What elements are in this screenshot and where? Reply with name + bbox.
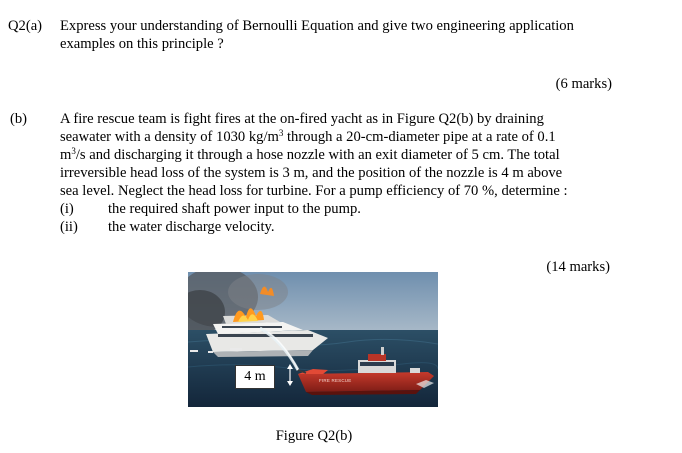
question-2a-label: Q2(a) bbox=[8, 18, 43, 34]
question-2b-item-ii: (ii) the water discharge velocity. bbox=[60, 219, 275, 235]
question-2a-marks: (6 marks) bbox=[555, 76, 612, 92]
question-2b-item-i: (i) the required shaft power input to the pump. bbox=[60, 201, 361, 217]
figure-caption: Figure Q2(b) bbox=[275, 428, 353, 444]
question-2a-text-line-2: examples on this principle ? bbox=[60, 36, 224, 52]
question-2b-text-line-4: irreversible head loss of the system is 3 m, and the position of the nozzle is 4 m above bbox=[60, 165, 563, 181]
question-2b-text-line-1: A fire rescue team is fight fires at the on-fired yacht as in Figure Q2(b) by draining bbox=[60, 111, 544, 127]
figure-q2b-image bbox=[188, 272, 438, 407]
height-label-4m: 4 m bbox=[235, 365, 275, 389]
question-2b-label: (b) bbox=[10, 111, 28, 127]
question-2b-text-line-5: sea level. Neglect the head loss for turbine. For a pump efficiency of 70 %, determine : bbox=[60, 183, 568, 199]
question-2a-text-line-1: Express your understanding of Bernoulli Equation and give two engineering application bbox=[60, 18, 574, 34]
boat-hull-text: FIRE RESCUE bbox=[319, 378, 352, 383]
question-2b-text-line-3: $m^3/s$ and discharging it through a hose nozzle with an exit diameter of 5 cm. The total bbox=[60, 146, 560, 163]
question-2b-text-line-2: seawater with a density of 1030 $kg/m^3$ through a 20-cm-diameter pipe at a rate of 0.1 bbox=[60, 128, 556, 145]
fire-rescue-illustration bbox=[188, 272, 438, 407]
question-2b-marks: (14 marks) bbox=[546, 259, 610, 275]
